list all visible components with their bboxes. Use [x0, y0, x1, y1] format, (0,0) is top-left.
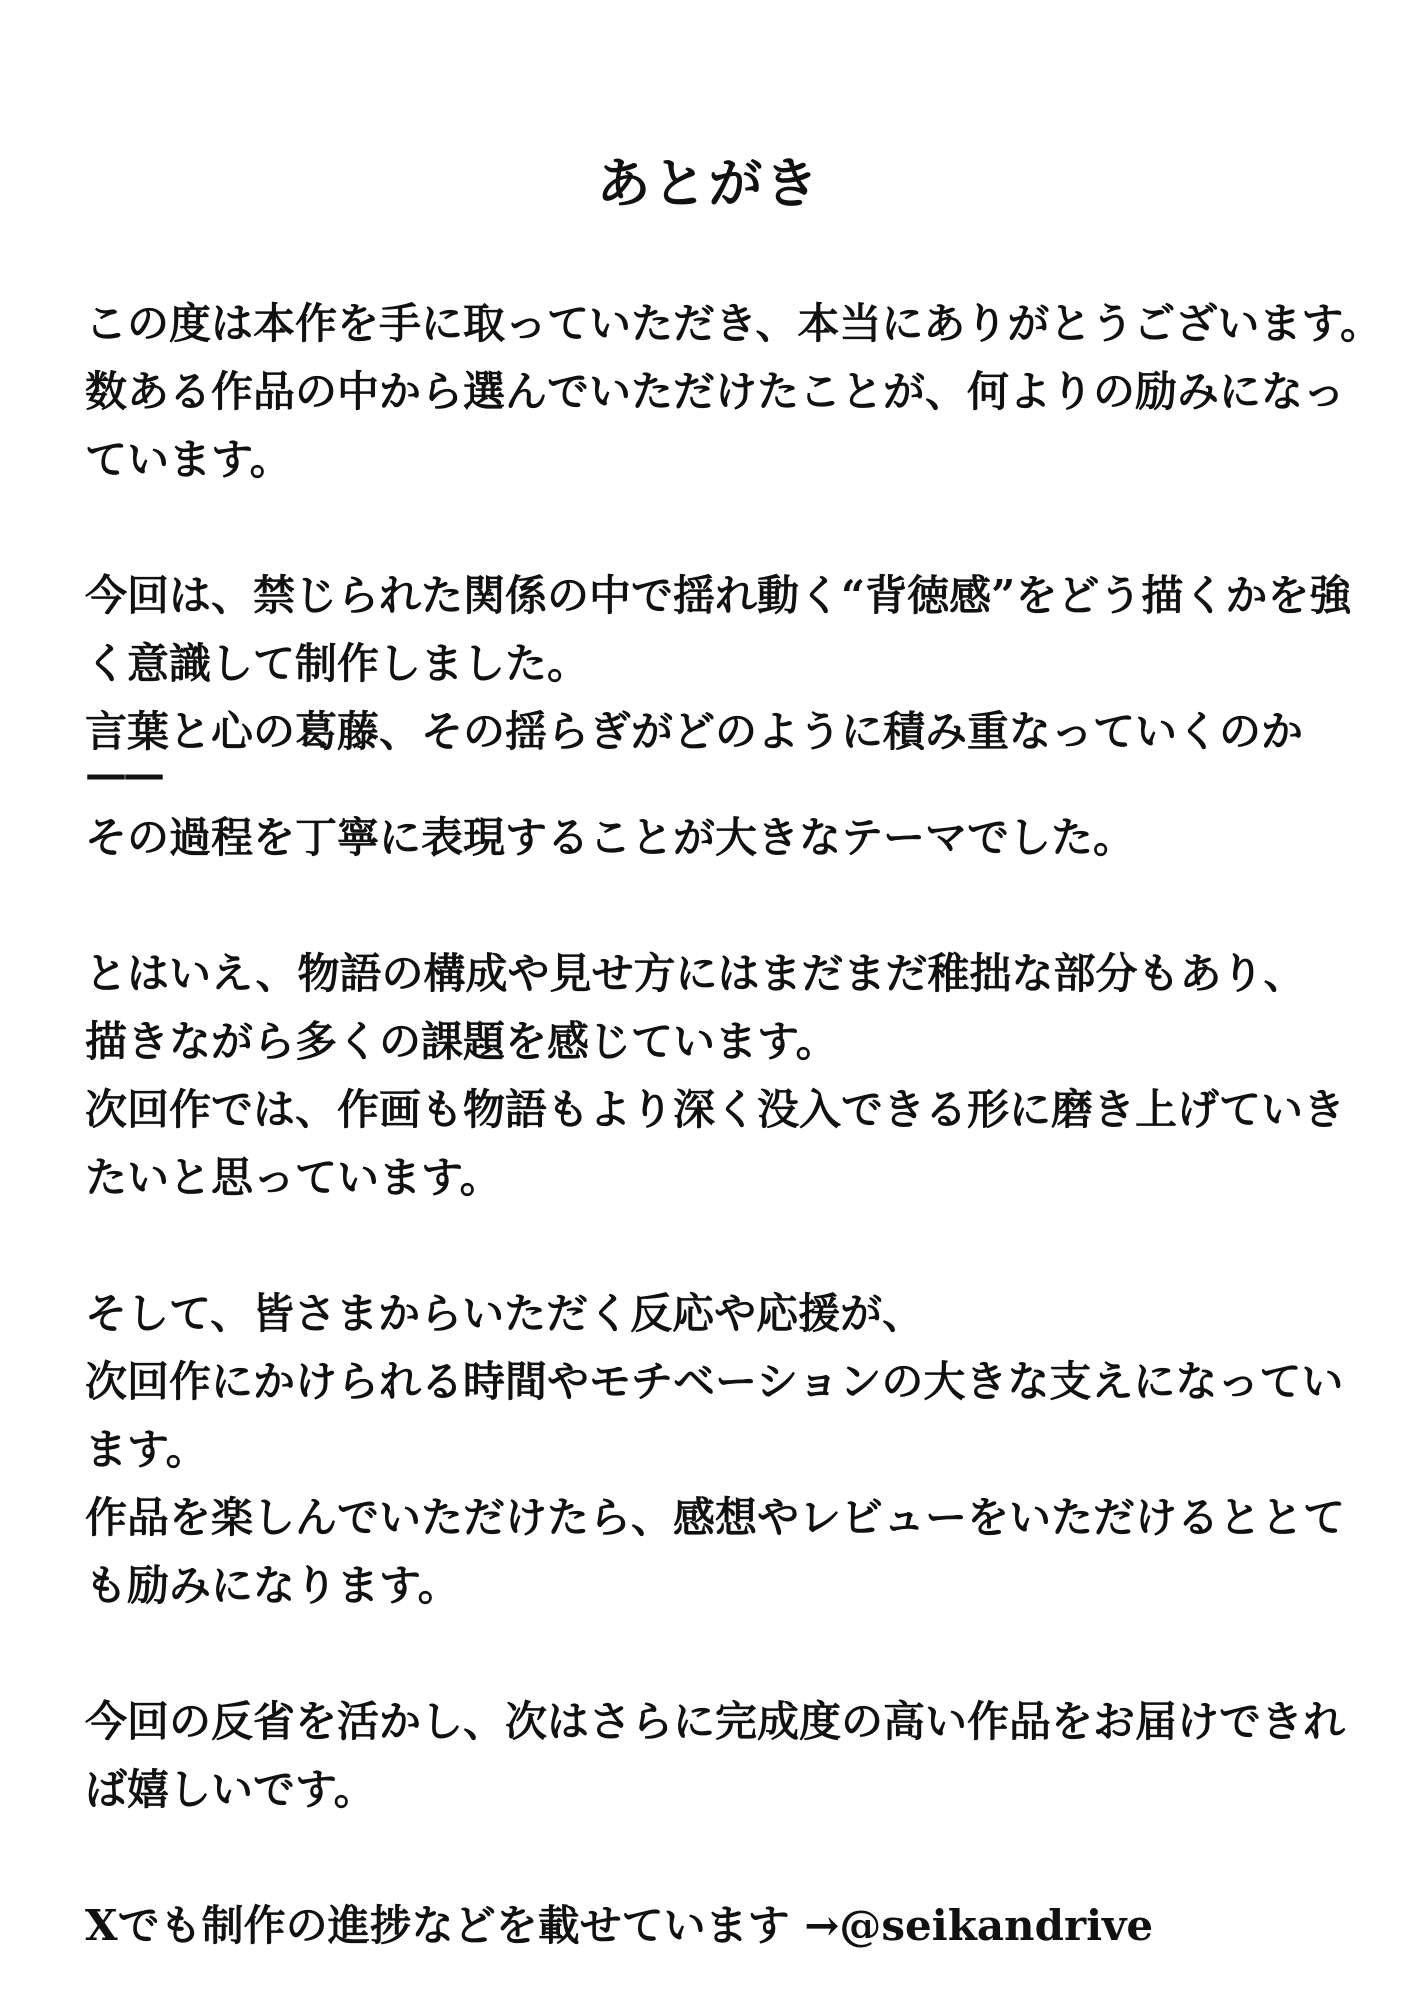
- text-line: 今回は、禁じられた関係の中で揺れ動く“背徳感”をどう描くかを強: [85, 571, 1352, 620]
- text-line: ます。: [85, 1425, 208, 1474]
- text-line: 描きながら多くの課題を感じています。: [85, 1017, 838, 1066]
- text-line-dash: ——: [85, 749, 161, 798]
- text-line: 数ある作品の中から選んでいただけたことが、何よりの励みになっ: [85, 367, 1346, 416]
- text-line: 次回作にかけられる時間やモチベーションの大きな支えになってい: [85, 1357, 1344, 1406]
- text-line: その過程を丁寧に表現することが大きなテーマでした。: [85, 813, 1136, 862]
- text-line: この度は本作を手に取っていただき、本当にありがとうございます。: [85, 299, 1382, 348]
- text-line: ています。: [85, 435, 292, 484]
- text-line: 言葉と心の葛藤、その揺らぎがどのように積み重なっていくのか: [85, 707, 1304, 756]
- page-title: あとがき: [596, 151, 821, 215]
- text-line: そして、皆さまからいただく反応や応援が、: [85, 1289, 925, 1338]
- text-line: く意識して制作しました。: [85, 639, 590, 688]
- text-line: 次回作では、作画も物語もより深く没入できる形に磨き上げていき: [85, 1085, 1346, 1134]
- text-line: ば嬉しいです。: [85, 1765, 376, 1814]
- text-line: も励みになります。: [85, 1561, 460, 1610]
- text-line: 作品を楽しんでいただけたら、感想やレビューをいただけるととて: [85, 1493, 1346, 1542]
- social-handle-line: Xでも制作の進捗などを載せています →@seikandrive: [85, 1901, 1154, 1950]
- text-line: たいと思っています。: [85, 1153, 502, 1202]
- text-line: 今回の反省を活かし、次はさらに完成度の高い作品をお届けできれ: [85, 1697, 1346, 1746]
- text-line: とはいえ、物語の構成や見せ方にはまだまだ稚拙な部分もあり、: [85, 949, 1306, 998]
